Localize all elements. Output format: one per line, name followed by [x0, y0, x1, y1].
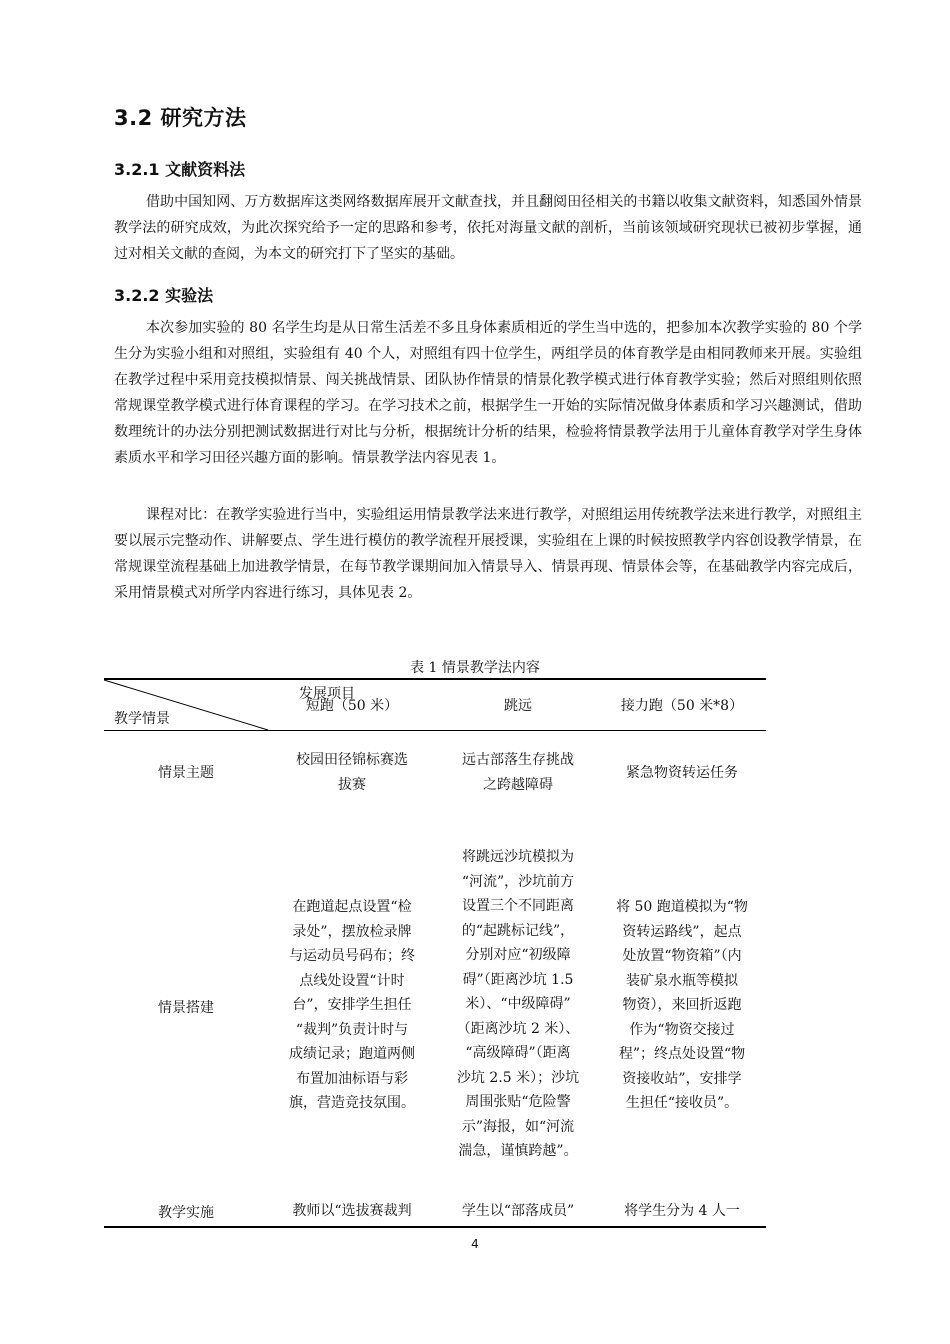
table-cell: 将跳远沙坑模拟为 “河流”，沙坑前方 设置三个不同距离 的“起跳标记线”， 分别对应“初级障 碍”（距离沙坑 1.5 米）、“中级障碍” （距离沙坑 2 米）、 “高级障碍”（距离 沙坑 2.5 米）；沙坑 周围张贴“危险警 示”海报，如“河流 湍急，谨慎跨越”。: [456, 849, 580, 1159]
page-number: 4: [471, 1237, 479, 1251]
paragraph-literature: 借助中国知网、万方数据库这类网络数据库展开文献查找，并且翻阅田径相关的书籍以收集文献资料，知悉国外情景教学法的研究成效，为此次探究给予一定的思路和参考，依托对海量文献的剖析，当前该领域研究现状已被初步掌握，通过对相关文献的查阅，为本文的研究打下了坚实的基础。: [114, 194, 862, 262]
subsection-heading-literature: 3.2.1 文献资料法: [114, 160, 246, 179]
table-cell: 远古部落生存挑战 之跨越障碍: [462, 752, 574, 793]
table-cell: 在跑道起点设置“检 录处”，摆放检录牌 与运动员号码布；终 点线处设置“计时 台”，安排学生担任 “裁判”负责计时与 成绩记录；跑道两侧 布置加油标语与彩 旗，营造竞技氛围。: [289, 899, 415, 1111]
table-cell: 学生以“部落成员”: [461, 1203, 575, 1219]
row-label-theme: 情景主题: [158, 765, 214, 781]
table-cell: 校园田径锦标赛选 拔赛: [296, 752, 408, 793]
subsection-heading-experiment: 3.2.2 实验法: [114, 286, 214, 305]
paragraph-experiment-2: 课程对比：在教学实验进行当中，实验组运用情景教学法来进行教学，对照组运用传统教学法来进行教学，对照组主要以展示完整动作、讲解要点、学生进行模仿的教学流程开展授课，实验组在上课的时候按照教学内容创设教学情景，在常规课堂流程基础上加进教学情景，在每节教学课期间加入情景导入、情景再现、情景体会等，在基础教学内容完成后，采用情景模式对所学内容进行练习，具体见表 2。: [114, 507, 862, 601]
column-header-sprint: 短跑（50 米）: [305, 698, 399, 714]
column-header-long-jump: 跳远: [504, 698, 532, 714]
table-bottom-rule: [104, 1226, 766, 1228]
table-cell: 教师以“选拔赛裁判: [292, 1203, 412, 1219]
paragraph-experiment-1: 本次参加实验的 80 名学生均是从日常生活差不多且身体素质相近的学生当中选的，把参加本次教学实验的 80 个学生分为实验小组和对照组，实验组有 40 个人，对照组有四十位学生，两组学员的体育教学是由相同教师来开展。实验组在教学过程中采用竞技模拟情景、闯关挑战情景、团队协作情景的情景化教学模式进行体育教学实验；然后对照组则依照常规课堂教学模式进行体育课程的学习。在学习技术之前，根据学生一开始的实际情况做身体素质和学习兴趣测试，借助数理统计的办法分别把测试数据进行对比与分析，根据统计分析的结果，检验将情景教学法用于儿童体育教学对学生身体素质水平和学习田径兴趣方面的影响。情景教学法内容见表 1。: [114, 320, 862, 466]
section-heading: 3.2 研究方法: [114, 106, 247, 130]
table-cell: 将 50 跑道模拟为“物 资转运路线”，起点 处放置“物资箱”（内 装矿泉水瓶等模拟 物资），来回折返跑 作为“物资交接过 程”；终点处设置“物 资接收站”，安排学 生担任“接收员”。: [616, 899, 748, 1111]
data-table: [104, 678, 766, 1228]
corner-header-bottom: 教学情景: [114, 711, 170, 727]
column-header-relay: 接力跑（50 米*8）: [620, 698, 744, 714]
table-cell: 将学生分为 4 人一: [624, 1203, 740, 1219]
row-label-implementation: 教学实施: [158, 1205, 214, 1221]
corner-header-top: 发展项目: [299, 686, 355, 702]
row-label-setup: 情景搭建: [158, 1000, 214, 1016]
table-caption: 表 1 情景教学法内容: [410, 660, 540, 676]
table-cell: 紧急物资转运任务: [626, 765, 738, 781]
